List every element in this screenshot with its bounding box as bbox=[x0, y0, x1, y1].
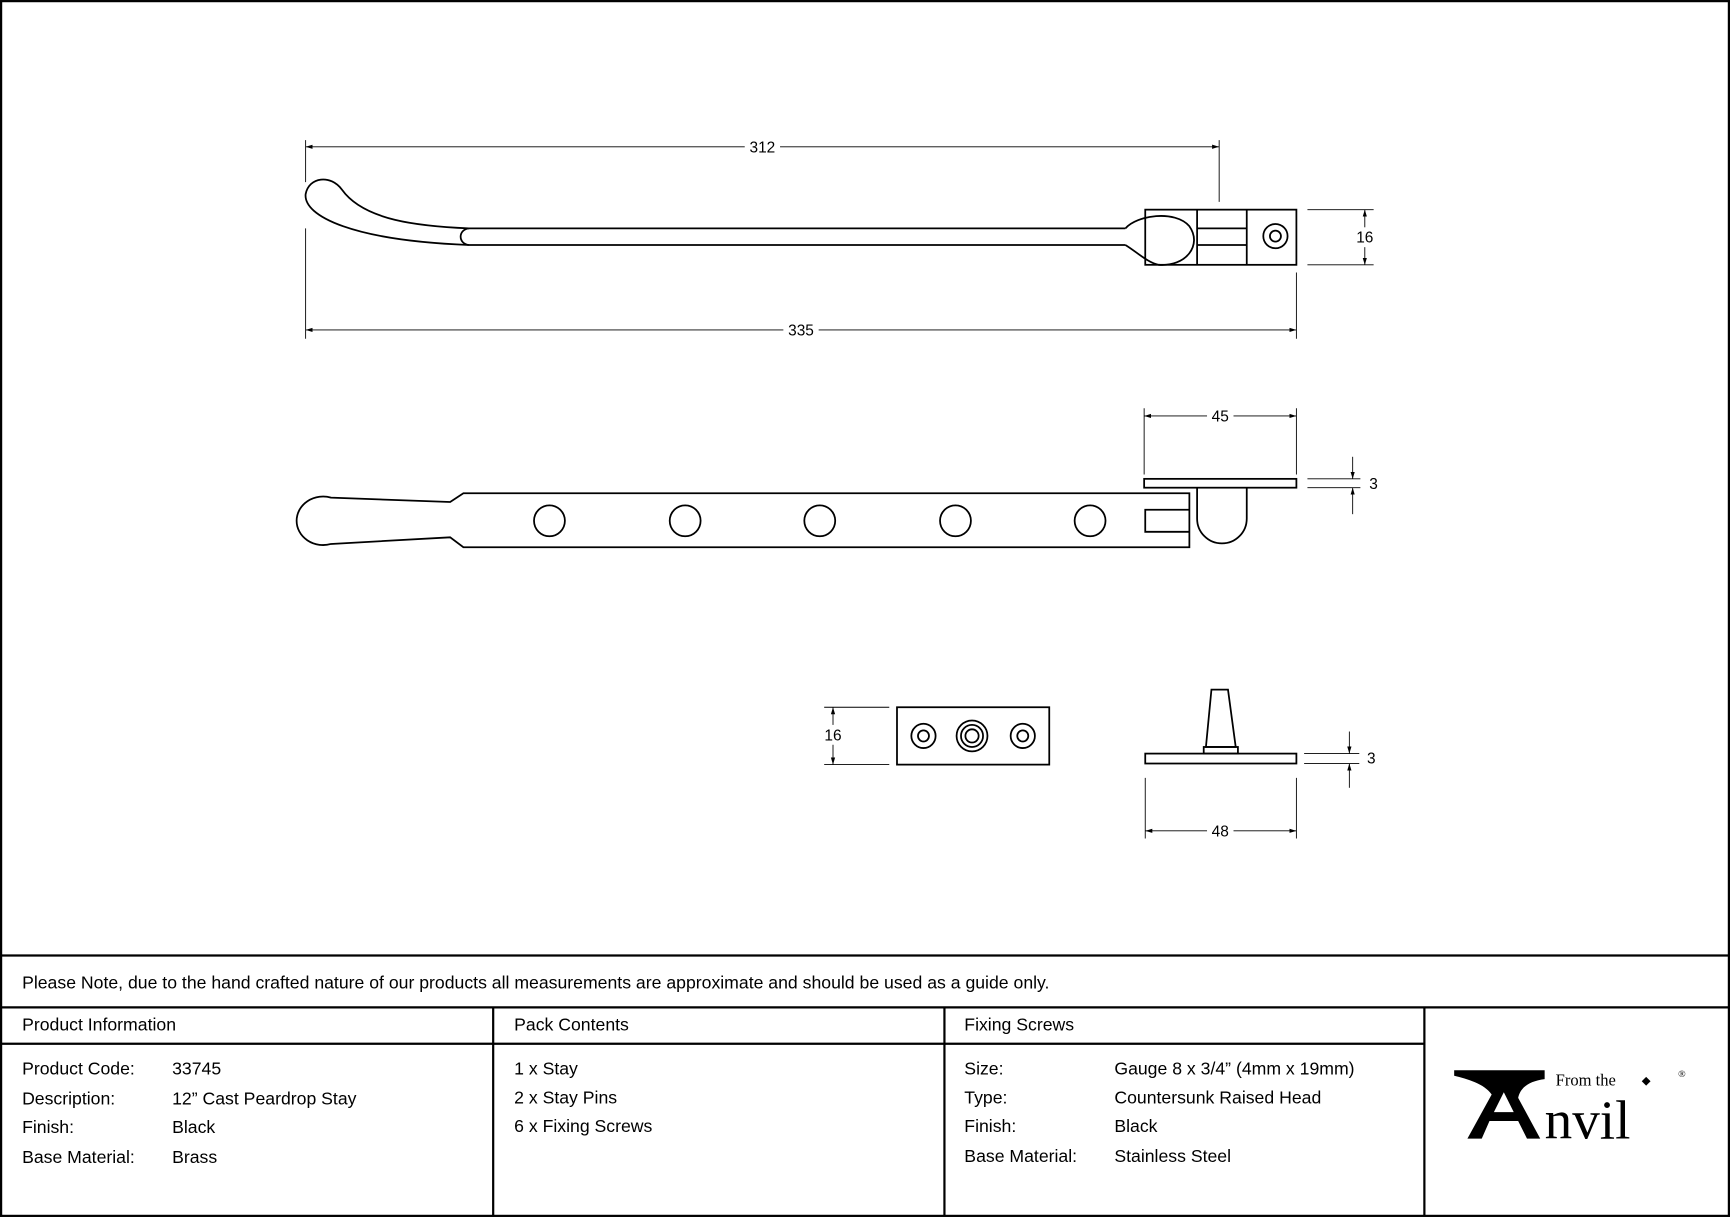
dimension-45 bbox=[1144, 406, 1296, 474]
dimension-label: 16 bbox=[1356, 229, 1374, 247]
from-the-anvil-logo bbox=[1454, 1069, 1686, 1151]
pack-contents-title: Pack Contents bbox=[514, 1014, 629, 1035]
label: Description: bbox=[22, 1088, 116, 1109]
pack-item: 2 x Stay Pins bbox=[514, 1087, 618, 1108]
dimension-label: 45 bbox=[1211, 408, 1229, 426]
info-table bbox=[1, 955, 1729, 1215]
logo-large-text: nvil bbox=[1544, 1089, 1631, 1151]
dimension-label: 16 bbox=[824, 727, 842, 745]
dimension-312 bbox=[306, 137, 1220, 202]
product-code-value: 33745 bbox=[172, 1058, 222, 1079]
label: Base Material: bbox=[22, 1146, 135, 1167]
pin-plate-top-view bbox=[897, 707, 1049, 764]
product-information-title: Product Information bbox=[22, 1014, 177, 1035]
label: Finish: bbox=[22, 1117, 75, 1138]
dimension-3-pin bbox=[1304, 732, 1375, 788]
dimension-label: 3 bbox=[1367, 750, 1376, 768]
screw-type-value: Countersunk Raised Head bbox=[1114, 1087, 1322, 1108]
pack-item: 1 x Stay bbox=[514, 1058, 578, 1079]
dimension-label: 48 bbox=[1211, 823, 1229, 841]
base-material-value: Brass bbox=[172, 1146, 218, 1167]
dimension-16-top bbox=[1307, 210, 1377, 265]
dimension-3-bracket bbox=[1307, 457, 1377, 514]
pin-plate-side-view bbox=[1145, 690, 1296, 764]
stay-top-view bbox=[306, 179, 1297, 265]
stay-side-view bbox=[297, 479, 1297, 547]
dimension-label: 335 bbox=[788, 322, 814, 340]
dimension-16-pin bbox=[821, 707, 889, 764]
dimension-48 bbox=[1145, 778, 1296, 841]
fixing-screws-title: Fixing Screws bbox=[964, 1014, 1075, 1035]
sheet-border bbox=[1, 1, 1729, 1216]
label: Product Code: bbox=[22, 1058, 135, 1079]
dimension-label: 3 bbox=[1369, 475, 1378, 493]
screw-size-value: Gauge 8 x 3/4” (4mm x 19mm) bbox=[1114, 1058, 1355, 1079]
label: Type: bbox=[964, 1087, 1008, 1108]
measurement-note: Please Note, due to the hand crafted nature of our products all measurements are approximate and should be used as a guide only. bbox=[22, 972, 1050, 993]
label: Finish: bbox=[964, 1116, 1017, 1137]
registered-mark: ® bbox=[1678, 1068, 1686, 1080]
label: Base Material: bbox=[964, 1145, 1078, 1166]
screw-finish-value: Black bbox=[1114, 1116, 1158, 1137]
pack-item: 6 x Fixing Screws bbox=[514, 1116, 653, 1137]
dimension-label: 312 bbox=[749, 139, 776, 157]
label: Size: bbox=[964, 1058, 1004, 1079]
finish-value: Black bbox=[172, 1117, 216, 1138]
screw-material-value: Stainless Steel bbox=[1114, 1145, 1232, 1166]
logo-small-text: From the bbox=[1555, 1070, 1616, 1090]
description-value: 12” Cast Peardrop Stay bbox=[172, 1088, 357, 1109]
